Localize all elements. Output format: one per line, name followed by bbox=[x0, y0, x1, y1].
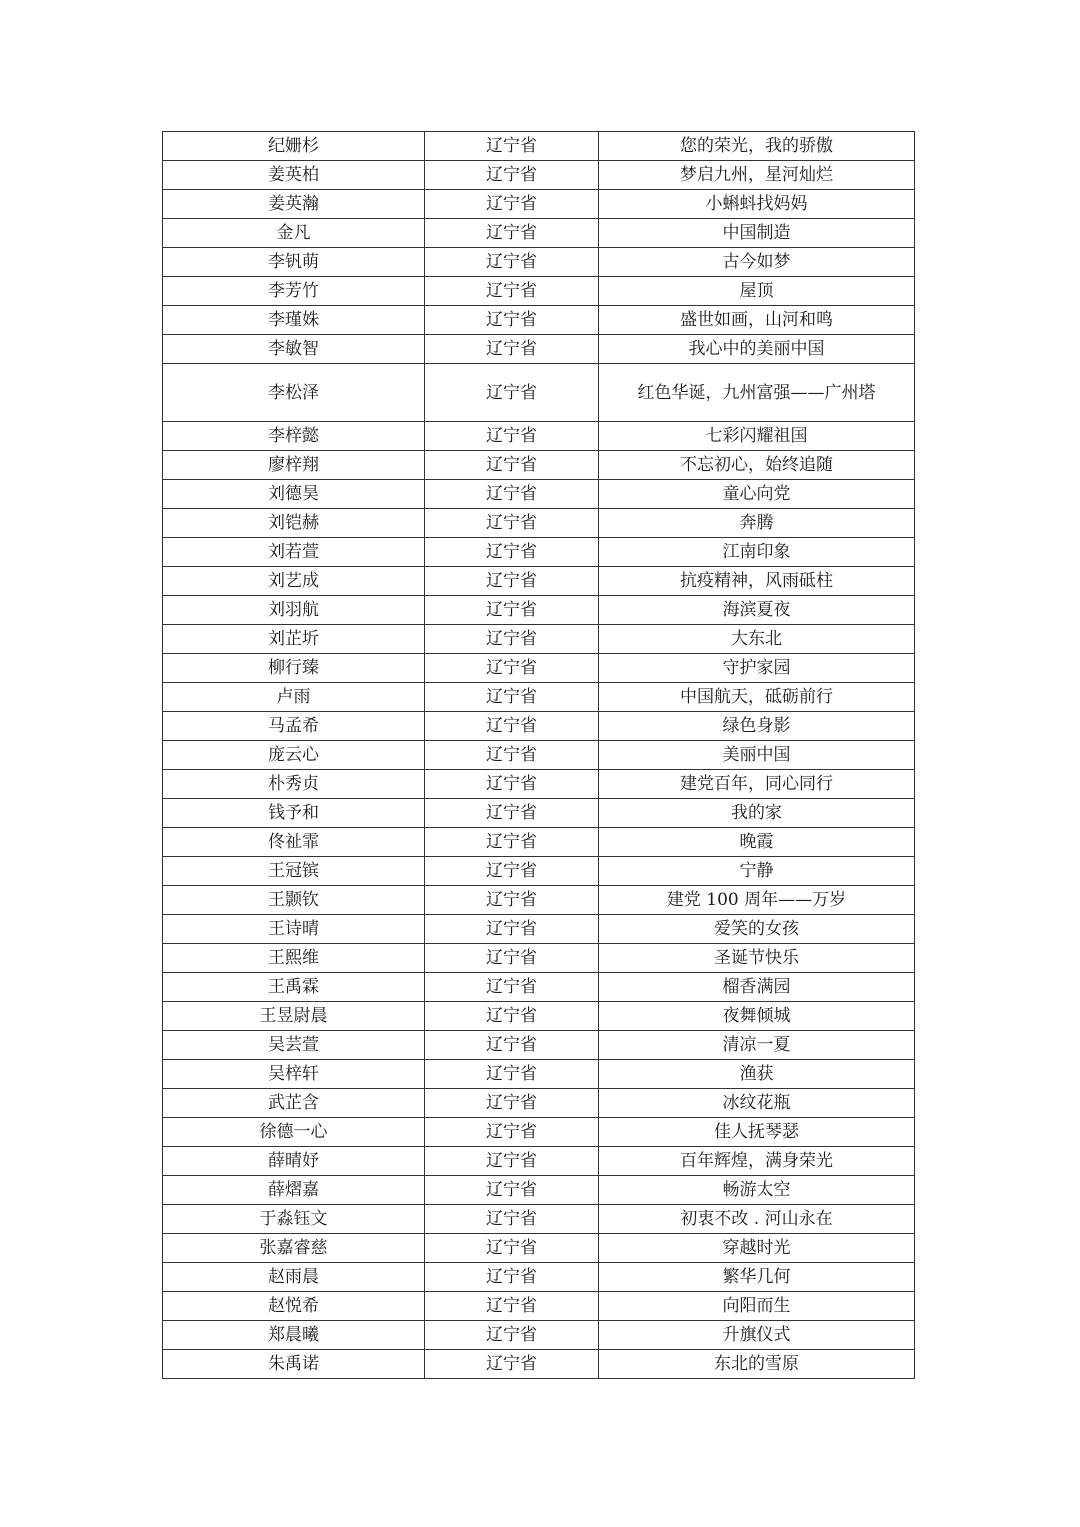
name-cell: 李芳竹 bbox=[163, 277, 425, 306]
province-cell: 辽宁省 bbox=[425, 683, 599, 712]
table-row bbox=[163, 1292, 915, 1321]
work-title-cell: 小蝌蚪找妈妈 bbox=[599, 190, 915, 219]
name-cell: 王颢钦 bbox=[163, 886, 425, 915]
name-cell: 佟祉霏 bbox=[163, 828, 425, 857]
province-cell: 辽宁省 bbox=[425, 770, 599, 799]
province-cell: 辽宁省 bbox=[425, 944, 599, 973]
work-title-cell: 盛世如画，山河和鸣 bbox=[599, 306, 915, 335]
province-cell: 辽宁省 bbox=[425, 509, 599, 538]
name-cell: 王昱尉晨 bbox=[163, 1002, 425, 1031]
work-title-cell: 夜舞倾城 bbox=[599, 1002, 915, 1031]
work-title-cell: 穿越时光 bbox=[599, 1234, 915, 1263]
work-title-cell: 抗疫精神，风雨砥柱 bbox=[599, 567, 915, 596]
province-cell: 辽宁省 bbox=[425, 248, 599, 277]
name-cell: 张嘉睿慈 bbox=[163, 1234, 425, 1263]
province-cell: 辽宁省 bbox=[425, 741, 599, 770]
work-title-cell: 渔获 bbox=[599, 1060, 915, 1089]
province-cell: 辽宁省 bbox=[425, 828, 599, 857]
table-row bbox=[163, 770, 915, 799]
table-row bbox=[163, 1205, 915, 1234]
name-cell: 李梓懿 bbox=[163, 422, 425, 451]
province-cell: 辽宁省 bbox=[425, 480, 599, 509]
name-cell: 赵雨晨 bbox=[163, 1263, 425, 1292]
name-cell: 郑晨曦 bbox=[163, 1321, 425, 1350]
table-row bbox=[163, 480, 915, 509]
table-row bbox=[163, 509, 915, 538]
province-cell: 辽宁省 bbox=[425, 190, 599, 219]
province-cell: 辽宁省 bbox=[425, 335, 599, 364]
province-cell: 辽宁省 bbox=[425, 1263, 599, 1292]
name-cell: 马孟希 bbox=[163, 712, 425, 741]
province-cell: 辽宁省 bbox=[425, 219, 599, 248]
province-cell: 辽宁省 bbox=[425, 132, 599, 161]
name-cell: 李松泽 bbox=[163, 364, 425, 422]
table-row bbox=[163, 857, 915, 886]
table-row bbox=[163, 1350, 915, 1379]
work-title-cell: 百年辉煌，满身荣光 bbox=[599, 1147, 915, 1176]
table-row bbox=[163, 654, 915, 683]
work-title-cell: 绿色身影 bbox=[599, 712, 915, 741]
work-title-cell: 您的荣光，我的骄傲 bbox=[599, 132, 915, 161]
province-cell: 辽宁省 bbox=[425, 886, 599, 915]
province-cell: 辽宁省 bbox=[425, 1321, 599, 1350]
table-row bbox=[163, 886, 915, 915]
name-cell: 刘铠赫 bbox=[163, 509, 425, 538]
table-row bbox=[163, 364, 915, 422]
table-row bbox=[163, 567, 915, 596]
province-cell: 辽宁省 bbox=[425, 1292, 599, 1321]
table-row bbox=[163, 422, 915, 451]
name-cell: 李钒萌 bbox=[163, 248, 425, 277]
table-row bbox=[163, 1263, 915, 1292]
table-row bbox=[163, 1147, 915, 1176]
name-cell: 金凡 bbox=[163, 219, 425, 248]
table-row bbox=[163, 741, 915, 770]
table-row bbox=[163, 161, 915, 190]
work-title-cell: 七彩闪耀祖国 bbox=[599, 422, 915, 451]
name-cell: 王诗晴 bbox=[163, 915, 425, 944]
province-cell: 辽宁省 bbox=[425, 1234, 599, 1263]
name-cell: 于淼钰文 bbox=[163, 1205, 425, 1234]
table-row bbox=[163, 538, 915, 567]
table-row bbox=[163, 132, 915, 161]
province-cell: 辽宁省 bbox=[425, 364, 599, 422]
work-title-cell: 清凉一夏 bbox=[599, 1031, 915, 1060]
name-cell: 刘若萱 bbox=[163, 538, 425, 567]
work-title-cell: 初衷不改 . 河山永在 bbox=[599, 1205, 915, 1234]
work-title-cell: 美丽中国 bbox=[599, 741, 915, 770]
province-cell: 辽宁省 bbox=[425, 799, 599, 828]
name-cell: 武芷含 bbox=[163, 1089, 425, 1118]
work-title-cell: 我心中的美丽中国 bbox=[599, 335, 915, 364]
province-cell: 辽宁省 bbox=[425, 1089, 599, 1118]
table-row bbox=[163, 277, 915, 306]
province-cell: 辽宁省 bbox=[425, 1205, 599, 1234]
work-title-cell: 冰纹花瓶 bbox=[599, 1089, 915, 1118]
name-cell: 刘艺成 bbox=[163, 567, 425, 596]
name-cell: 薛晴妤 bbox=[163, 1147, 425, 1176]
province-cell: 辽宁省 bbox=[425, 1118, 599, 1147]
name-cell: 纪姗杉 bbox=[163, 132, 425, 161]
work-title-cell: 屋顶 bbox=[599, 277, 915, 306]
table-row bbox=[163, 973, 915, 1002]
name-cell: 李敏智 bbox=[163, 335, 425, 364]
work-title-cell: 大东北 bbox=[599, 625, 915, 654]
table-row bbox=[163, 1321, 915, 1350]
table-row bbox=[163, 799, 915, 828]
work-title-cell: 向阳而生 bbox=[599, 1292, 915, 1321]
name-cell: 姜英柏 bbox=[163, 161, 425, 190]
name-cell: 王冠镔 bbox=[163, 857, 425, 886]
province-cell: 辽宁省 bbox=[425, 277, 599, 306]
table-row bbox=[163, 1176, 915, 1205]
winners-table-body bbox=[163, 132, 915, 1379]
table-row bbox=[163, 1234, 915, 1263]
name-cell: 吴梓轩 bbox=[163, 1060, 425, 1089]
province-cell: 辽宁省 bbox=[425, 596, 599, 625]
work-title-cell: 海滨夏夜 bbox=[599, 596, 915, 625]
province-cell: 辽宁省 bbox=[425, 625, 599, 654]
province-cell: 辽宁省 bbox=[425, 712, 599, 741]
province-cell: 辽宁省 bbox=[425, 915, 599, 944]
province-cell: 辽宁省 bbox=[425, 1176, 599, 1205]
work-title-cell: 佳人抚琴瑟 bbox=[599, 1118, 915, 1147]
name-cell: 姜英瀚 bbox=[163, 190, 425, 219]
work-title-cell: 江南印象 bbox=[599, 538, 915, 567]
work-title-cell: 守护家园 bbox=[599, 654, 915, 683]
work-title-cell: 不忘初心，始终追随 bbox=[599, 451, 915, 480]
work-title-cell: 宁静 bbox=[599, 857, 915, 886]
name-cell: 柳行臻 bbox=[163, 654, 425, 683]
work-title-cell: 圣诞节快乐 bbox=[599, 944, 915, 973]
table-row bbox=[163, 190, 915, 219]
province-cell: 辽宁省 bbox=[425, 422, 599, 451]
table-row bbox=[163, 248, 915, 277]
table-row bbox=[163, 335, 915, 364]
name-cell: 朱禹诺 bbox=[163, 1350, 425, 1379]
winners-table bbox=[162, 131, 915, 1379]
province-cell: 辽宁省 bbox=[425, 1060, 599, 1089]
work-title-cell: 升旗仪式 bbox=[599, 1321, 915, 1350]
name-cell: 庞云心 bbox=[163, 741, 425, 770]
name-cell: 刘羽航 bbox=[163, 596, 425, 625]
name-cell: 卢雨 bbox=[163, 683, 425, 712]
table-row bbox=[163, 625, 915, 654]
province-cell: 辽宁省 bbox=[425, 1002, 599, 1031]
name-cell: 刘芷圻 bbox=[163, 625, 425, 654]
work-title-cell: 奔腾 bbox=[599, 509, 915, 538]
work-title-cell: 建党百年，同心同行 bbox=[599, 770, 915, 799]
table-row bbox=[163, 712, 915, 741]
table-row bbox=[163, 944, 915, 973]
name-cell: 钱予和 bbox=[163, 799, 425, 828]
table-row bbox=[163, 915, 915, 944]
name-cell: 赵悦希 bbox=[163, 1292, 425, 1321]
name-cell: 朴秀贞 bbox=[163, 770, 425, 799]
table-row bbox=[163, 683, 915, 712]
work-title-cell: 我的家 bbox=[599, 799, 915, 828]
name-cell: 吴芸萱 bbox=[163, 1031, 425, 1060]
table-row bbox=[163, 1089, 915, 1118]
table-row bbox=[163, 596, 915, 625]
table-row bbox=[163, 1118, 915, 1147]
work-title-cell: 建党 100 周年——万岁 bbox=[599, 886, 915, 915]
work-title-cell: 繁华几何 bbox=[599, 1263, 915, 1292]
work-title-cell: 东北的雪原 bbox=[599, 1350, 915, 1379]
work-title-cell: 古今如梦 bbox=[599, 248, 915, 277]
name-cell: 王熙维 bbox=[163, 944, 425, 973]
province-cell: 辽宁省 bbox=[425, 451, 599, 480]
province-cell: 辽宁省 bbox=[425, 654, 599, 683]
name-cell: 徐德一心 bbox=[163, 1118, 425, 1147]
work-title-cell: 童心向党 bbox=[599, 480, 915, 509]
work-title-cell: 梦启九州，星河灿烂 bbox=[599, 161, 915, 190]
work-title-cell: 畅游太空 bbox=[599, 1176, 915, 1205]
province-cell: 辽宁省 bbox=[425, 567, 599, 596]
province-cell: 辽宁省 bbox=[425, 538, 599, 567]
province-cell: 辽宁省 bbox=[425, 973, 599, 1002]
name-cell: 王禹霖 bbox=[163, 973, 425, 1002]
work-title-cell: 榴香满园 bbox=[599, 973, 915, 1002]
name-cell: 廖梓翔 bbox=[163, 451, 425, 480]
name-cell: 李瑾姝 bbox=[163, 306, 425, 335]
province-cell: 辽宁省 bbox=[425, 161, 599, 190]
table-row bbox=[163, 1031, 915, 1060]
work-title-cell: 红色华诞，九州富强——广州塔 bbox=[599, 364, 915, 422]
table-row bbox=[163, 306, 915, 335]
name-cell: 薛熠嘉 bbox=[163, 1176, 425, 1205]
table-row bbox=[163, 828, 915, 857]
province-cell: 辽宁省 bbox=[425, 1031, 599, 1060]
province-cell: 辽宁省 bbox=[425, 306, 599, 335]
province-cell: 辽宁省 bbox=[425, 1350, 599, 1379]
work-title-cell: 爱笑的女孩 bbox=[599, 915, 915, 944]
work-title-cell: 晚霞 bbox=[599, 828, 915, 857]
province-cell: 辽宁省 bbox=[425, 1147, 599, 1176]
table-row bbox=[163, 451, 915, 480]
work-title-cell: 中国制造 bbox=[599, 219, 915, 248]
province-cell: 辽宁省 bbox=[425, 857, 599, 886]
table-row bbox=[163, 219, 915, 248]
table-row bbox=[163, 1002, 915, 1031]
name-cell: 刘德昊 bbox=[163, 480, 425, 509]
table-row bbox=[163, 1060, 915, 1089]
work-title-cell: 中国航天，砥砺前行 bbox=[599, 683, 915, 712]
